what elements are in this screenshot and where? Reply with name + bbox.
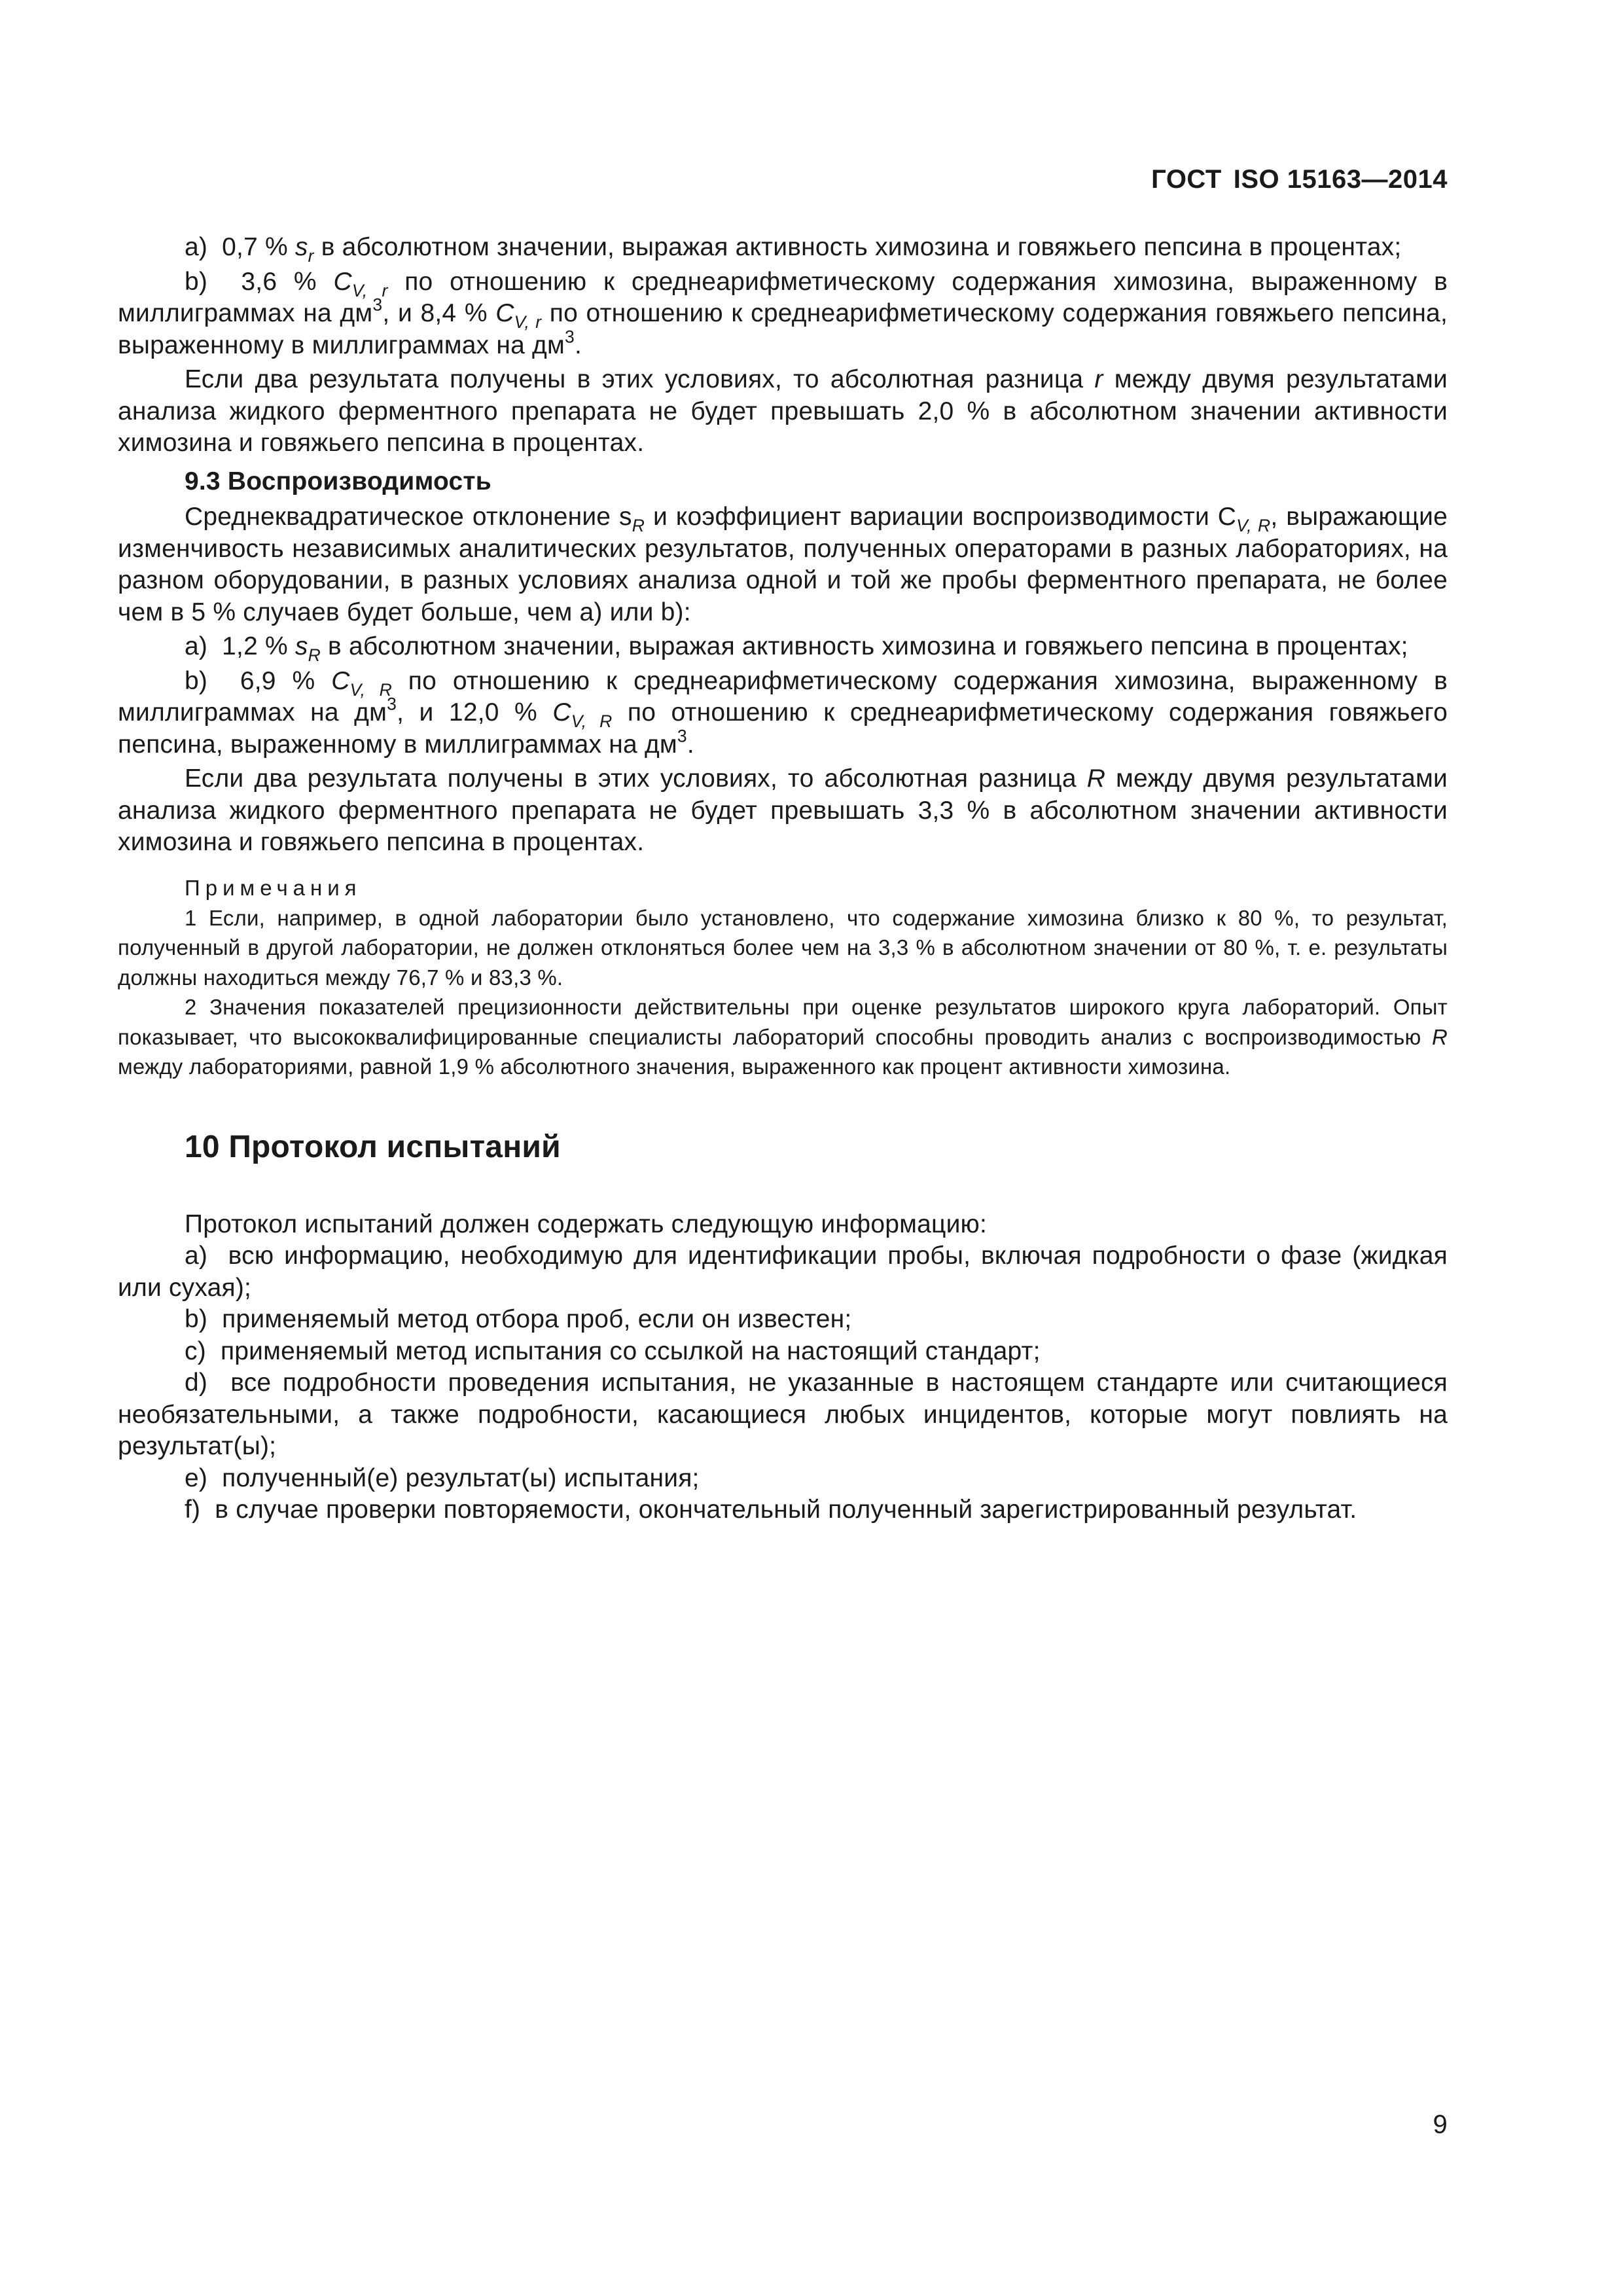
paragraph-repeatability-limit: Если два результата получены в этих условиях, то абсолютная разница r между двумя результатами анализа жидкого ферментного препарата не будет превышать 2,0 % в абсолютном значении активности химозина и говяжьего пепсина в процентах. bbox=[118, 365, 1448, 457]
note-2: 2 Значения показателей прецизионности действительны при оценке результатов широкого круга лабораторий. Опыт показывает, что высококвалифицированные специалисты лабораторий способны проводить анализ с воспроизводимостью R между лабораториями, равной 1,9 % абсолютного значения, выраженного как процент активности химозина. bbox=[118, 995, 1448, 1079]
list-item-e: e) полученный(е) результат(ы) испытания; bbox=[185, 1463, 700, 1492]
list-item-f: f) в случае проверки повторяемости, окончательный полученный зарегистрированный результат. bbox=[185, 1496, 1357, 1524]
paragraph-b-repeatability: b) 3,6 % $C_{V, r}$ по отношению к среднеарифметическому содержания химозина, выраженному в миллиграммах на $дм^3$, и 8,4 % $C_{V, r}$ по отношению к среднеарифметическому содержания говяжьего пепсина, выраженному в миллиграммах на $дм^3$. bbox=[118, 267, 1448, 359]
list-item-d: d) все подробности проведения испытания, не указанные в настоящем стандарте или считающиеся необязательными, а также подробности, касающиеся любых инцидентов, которые могут повлиять на результат(ы); bbox=[118, 1369, 1448, 1460]
document-header bbox=[1151, 164, 1448, 195]
paragraph-protocol-intro: Протокол испытаний должен содержать следующую информацию: bbox=[185, 1210, 988, 1238]
note-1: 1 Если, например, в одной лаборатории было установлено, что содержание химозина близко к 80 %, то результат, полученный в другой лаборатории, не должен отклоняться более чем на 3,3 % в абсолютном значении от 80 %, т. е. результаты должны находиться между 76,7 % и 83,3 %. bbox=[118, 905, 1448, 990]
list-item-b: b) применяемый метод отбора проб, если он известен; bbox=[185, 1305, 852, 1333]
paragraph-b-reproducibility: b) 6,9 % $C_{V, R}$ по отношению к среднеарифметическому содержания химозина, выраженному в миллиграммах на $дм^3$, и 12,0 % $C_{V, R}$ по отношению к среднеарифметическому содержания говяжьего пепсина, выраженному в миллиграммах на $дм^3$. bbox=[118, 666, 1448, 759]
paragraph-reproducibility-intro: Среднеквадратическое отклонение $s_R$ и коэффициент вариации воспроизводимости $C_{V, R}$, выражающие изменчивость независимых аналитических результатов, полученных операторами в разных лабораториях, на разном оборудовании, в разных условиях анализа одной и той же пробы ферментного препарата, не более чем в 5 % случаев будет больше, чем a) или b): bbox=[118, 503, 1448, 626]
page-number: 9 bbox=[1433, 2110, 1448, 2139]
paragraph-a-repeatability: a) 0,7 % $s_r$ в абсолютном значении, выражая активность химозина и говяжьего пепсина в процентах; bbox=[185, 233, 1402, 266]
section-9-3-heading: 9.3 Воспроизводимость bbox=[185, 467, 491, 495]
list-item-a: a) всю информацию, необходимую для идентификации пробы, включая подробности о фазе (жидкая или сухая); bbox=[118, 1242, 1448, 1302]
paragraph-a-reproducibility: a) 1,2 % $s_R$ в абсолютном значении, выражая активность химозина и говяжьего пепсина в процентах; bbox=[185, 632, 1408, 666]
doc-code-prefix: ГОСТ bbox=[1151, 165, 1222, 194]
section-10-heading: 10 Протокол испытаний bbox=[185, 1129, 561, 1164]
doc-code-number: ISO 15163—2014 bbox=[1233, 165, 1448, 194]
paragraph-reproducibility-limit: Если два результата получены в этих условиях, то абсолютная разница R между двумя результатами анализа жидкого ферментного препарата не будет превышать 3,3 % в абсолютном значении активности химозина и говяжьего пепсина в процентах. bbox=[118, 764, 1448, 856]
notes-heading: Примечания bbox=[185, 875, 362, 900]
list-item-c: c) применяемый метод испытания со ссылкой на настоящий стандарт; bbox=[185, 1336, 1041, 1365]
document-body bbox=[118, 232, 1448, 1526]
